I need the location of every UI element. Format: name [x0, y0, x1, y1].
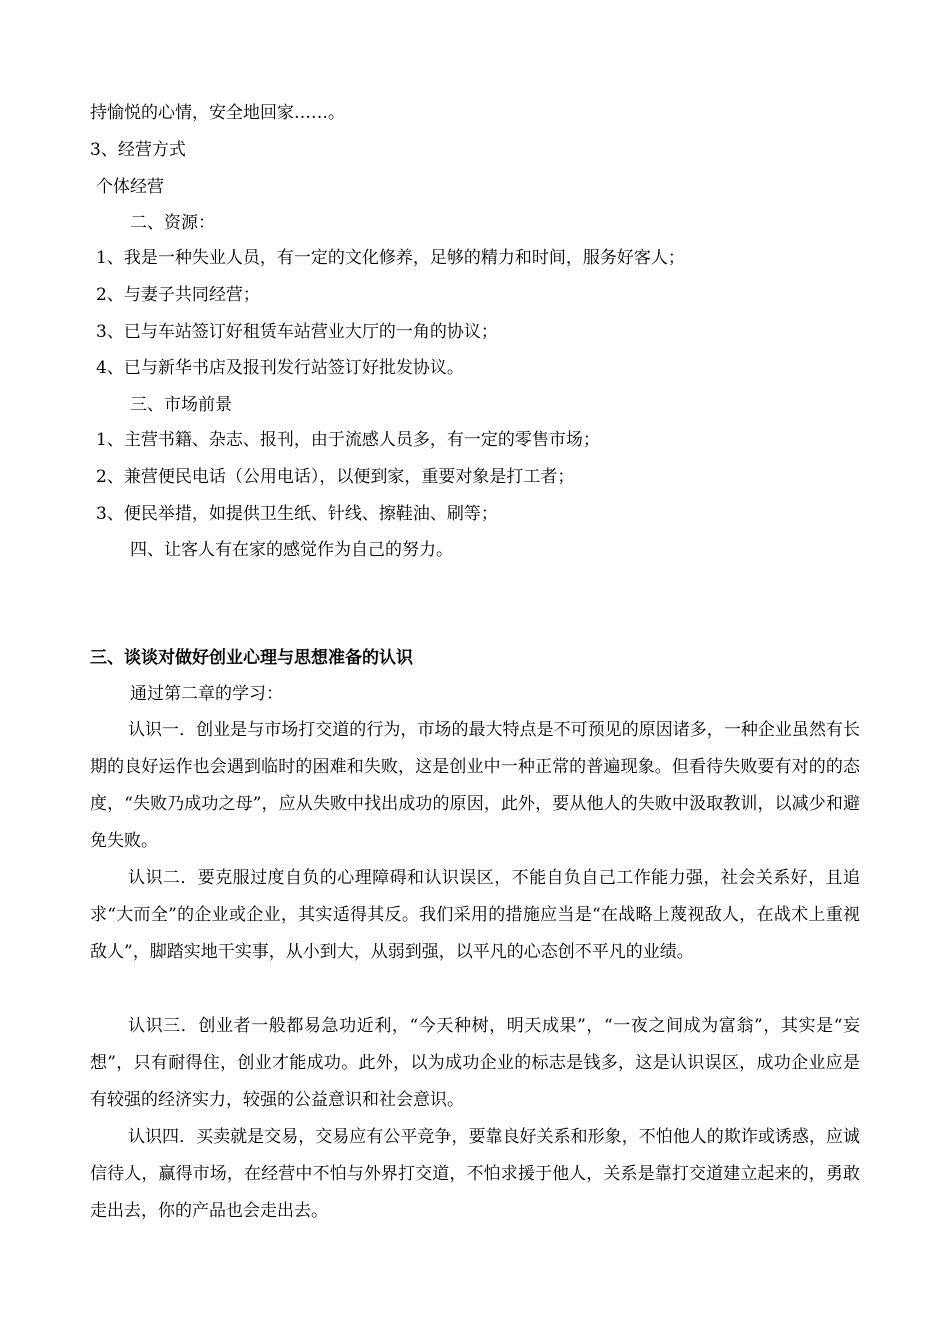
- market-item: 3、便民举措，如提供卫生纸、针线、擦鞋油、刷等；: [96, 504, 498, 524]
- resource-item: 4、已与新华书店及报刊发行站签订好批发协议。: [96, 358, 464, 378]
- business-mode-value: 个体经营: [96, 177, 164, 197]
- market-item: 2、兼营便民电话（公用电话），以便到家，重要对象是打工者；: [96, 467, 575, 487]
- insight-paragraph-4: 认识四．买卖就是交易，交易应有公平竞争，要靠良好关系和形象，不怕他人的欺诈或诱惑，应诚信待人，赢得市场，在经营中不怕与外界打交道，不怕求援于他人，关系是靠打交道建立起来的，勇敢走出去，你的产品也会走出去。: [90, 1127, 860, 1221]
- business-mode-heading: 3、经营方式: [90, 140, 186, 160]
- resource-item: 3、已与车站签订好租赁车站营业大厅的一角的协议；: [96, 322, 498, 342]
- resource-item: 2、与妻子共同经营；: [96, 285, 260, 305]
- effort-heading: 四、让客人有在家的感觉作为自己的努力。: [130, 540, 453, 560]
- market-item: 1、主营书籍、杂志、报刊，由于流感人员多，有一定的零售市场；: [96, 430, 600, 450]
- section-three-intro: 通过第二章的学习：: [130, 684, 283, 704]
- market-heading: 三、市场前景: [130, 395, 232, 415]
- insight-paragraph-3: 认识三．创业者一般都易急功近利，“今天种树，明天成果”，“一夜之间成为富翁”，其实是“妄想”，只有耐得住，创业才能成功。此外，以为成功企业的标志是钱多，这是认识误区，成功企业应是有较强的经济实力，较强的公益意识和社会意识。: [90, 1016, 860, 1110]
- insight-paragraph-2: 认识二．要克服过度自负的心理障碍和认识误区，不能自负自己工作能力强，社会关系好，且追求“大而全”的企业或企业，其实适得其反。我们采用的措施应当是“在战略上蔑视敌人，在战术上重视敌人”，脚踏实地干实事，从小到大，从弱到强，以平凡的心态创不平凡的业绩。: [90, 868, 860, 962]
- resource-item: 1、我是一种失业人员，有一定的文化修养，足够的精力和时间，服务好客人；: [96, 248, 685, 268]
- insight-paragraph-1: 认识一．创业是与市场打交道的行为，市场的最大特点是不可预见的原因诸多，一种企业虽然有长期的良好运作也会遇到临时的困难和失败，这是创业中一种正常的普遍现象。但看待失败要有对的的态度，“失败乃成功之母”，应从失败中找出成功的原因，此外，要从他人的失败中汲取教训，以减少和避免失败。: [90, 720, 860, 851]
- continuation-text: 持愉悦的心情，安全地回家……。: [90, 103, 345, 123]
- section-three-title: 三、谈谈对做好创业心理与思想准备的认识: [90, 648, 413, 668]
- resources-heading: 二、资源：: [130, 213, 215, 233]
